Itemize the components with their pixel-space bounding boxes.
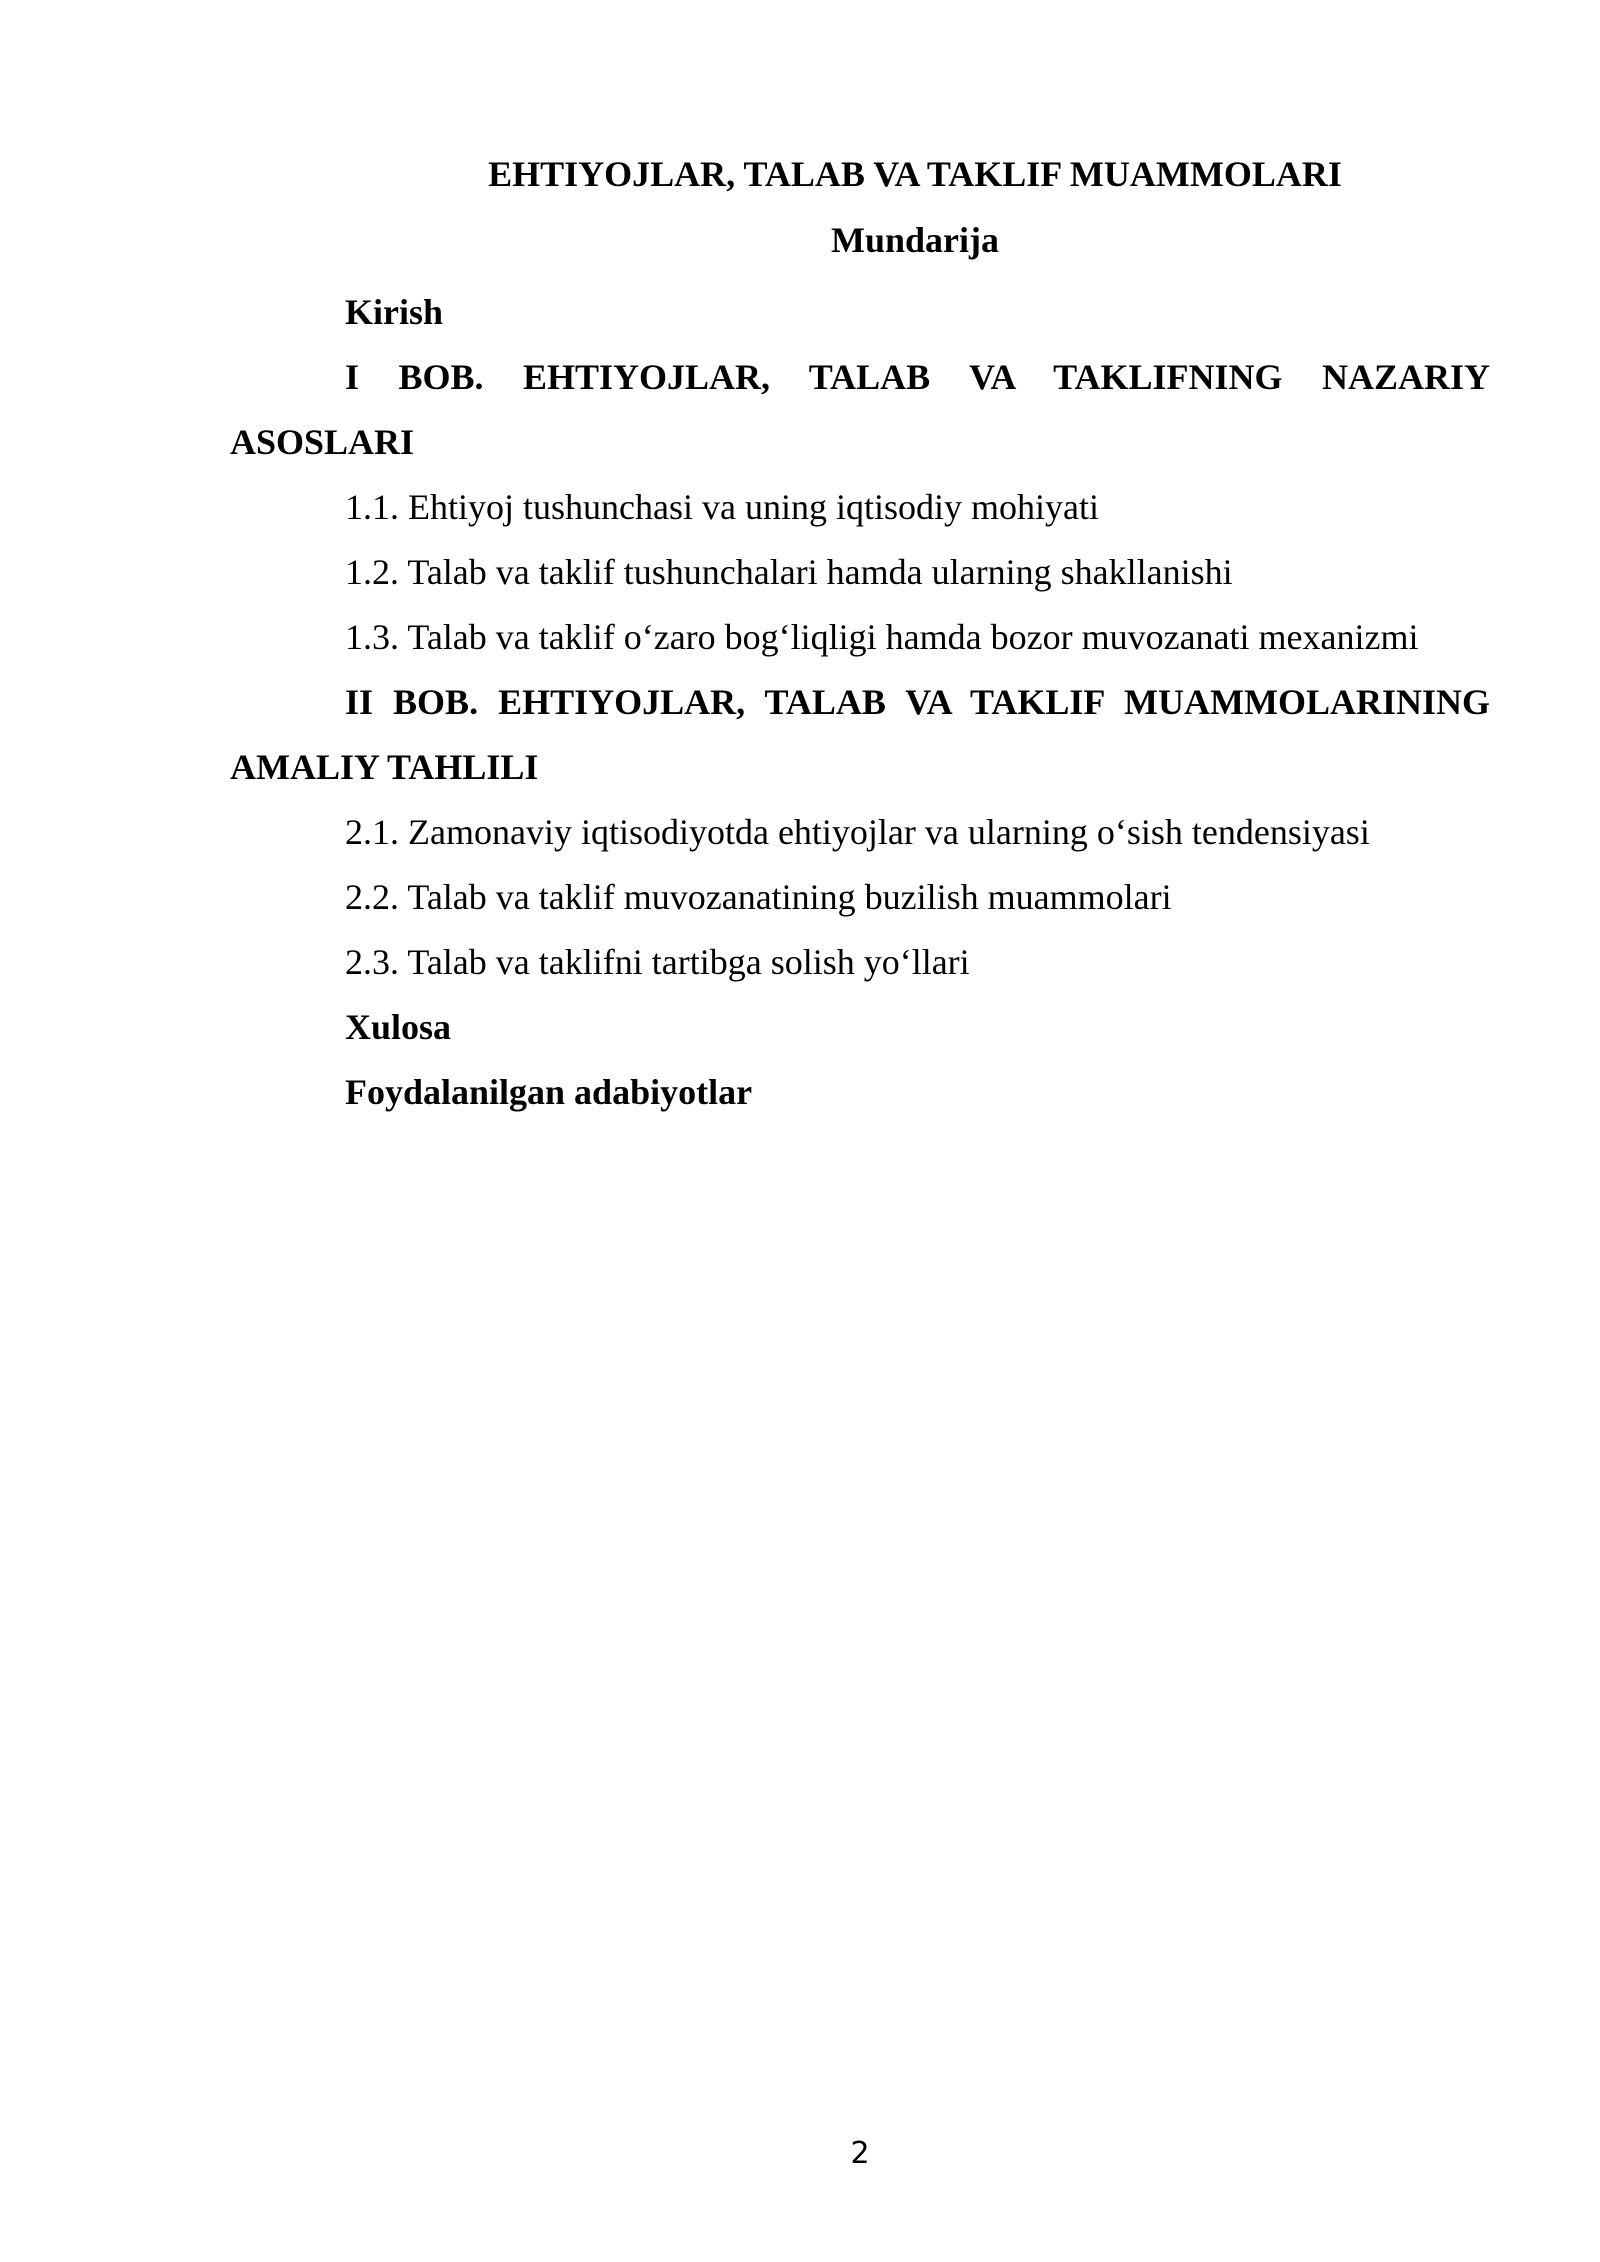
toc-item-section-2-2: 2.2. Talab va taklif muvozanatining buzilish muammolari xyxy=(345,877,1172,917)
toc-item-section-1-1: 1.1. Ehtiyoj tushunchasi va uning iqtisodiy mohiyati xyxy=(345,487,1099,527)
table-of-contents xyxy=(230,280,1490,1125)
toc-item-section-1-2: 1.2. Talab va taklif tushunchalari hamda ularning shakllanishi xyxy=(345,552,1233,592)
toc-item-references: Foydalanilgan adabiyotlar xyxy=(345,1072,753,1112)
toc-item-section-1-3: 1.3. Talab va taklif o‘zaro bog‘liqligi hamda bozor muvozanati mexanizmi xyxy=(345,617,1419,657)
toc-item-introduction: Kirish xyxy=(345,292,444,332)
toc-item-chapter-1: I BOB. EHTIYOJLAR, TALAB VA TAKLIFNING NAZARIY ASOSLARI xyxy=(230,357,1490,462)
toc-item-conclusion: Xulosa xyxy=(345,1007,452,1047)
toc-item-section-2-1: 2.1. Zamonaviy iqtisodiyotda ehtiyojlar va ularning o‘sish tendensiyasi xyxy=(345,812,1370,852)
toc-item-section-2-3: 2.3. Talab va taklifni tartibga solish yo‘llari xyxy=(345,942,970,982)
page-number: 2 xyxy=(850,2136,870,2171)
toc-item-chapter-2: II BOB. EHTIYOJLAR, TALAB VA TAKLIF MUAMMOLARINING AMALIY TAHLILI xyxy=(230,682,1490,787)
toc-heading: Mundarija xyxy=(830,220,999,260)
document-title: EHTIYOJLAR, TALAB VA TAKLIF MUAMMOLARI xyxy=(488,154,1342,194)
